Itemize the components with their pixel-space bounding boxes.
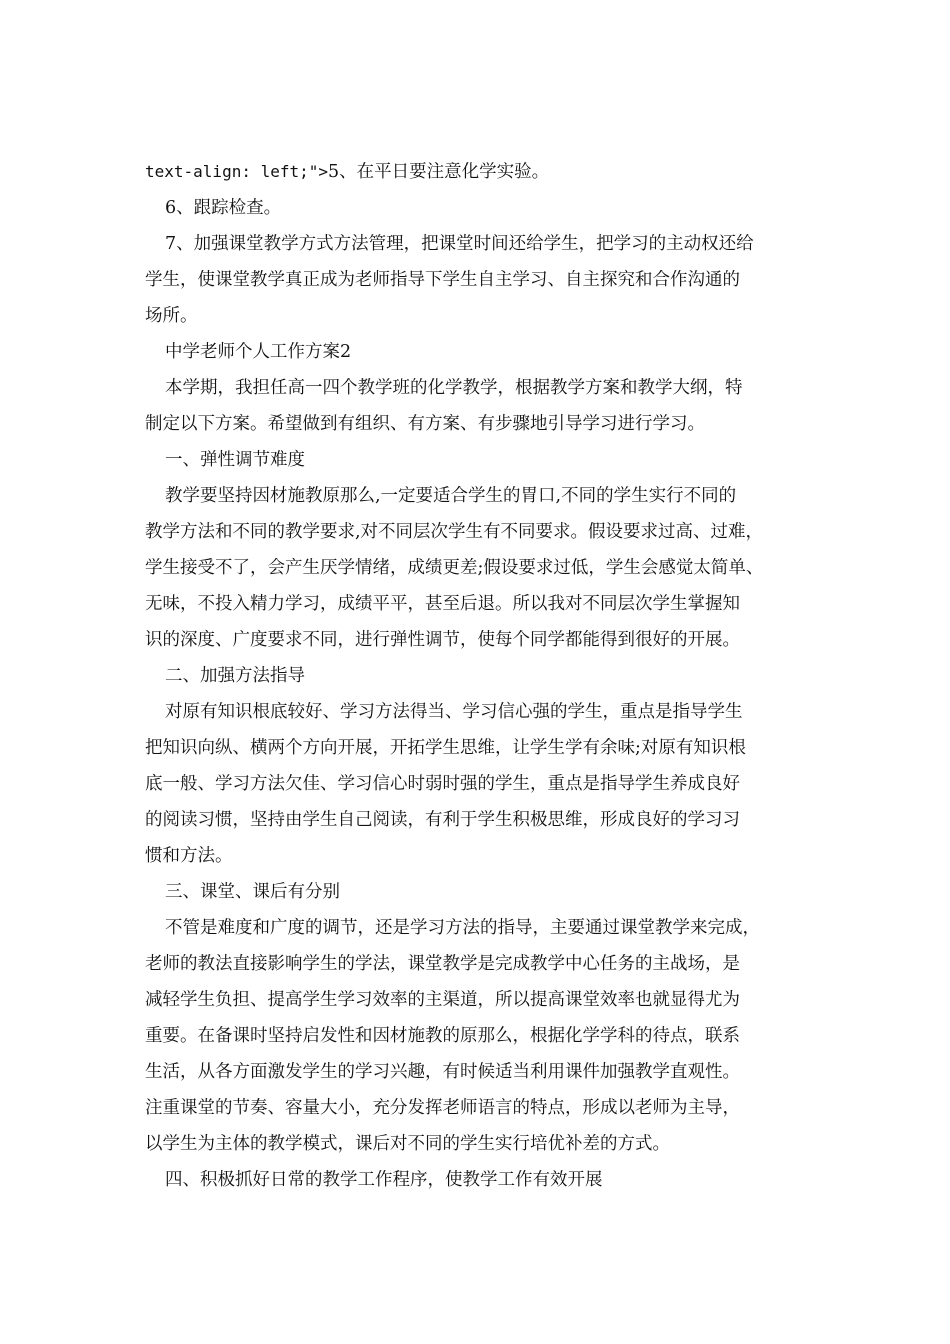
stray-code-text: text-align: left;"> [145,162,329,181]
paragraph-line: 惯和方法。 [145,846,233,866]
section-heading: 二、加强方法指导 [165,666,305,686]
section-heading: 一、弹性调节难度 [165,450,305,470]
paragraph-line: 注重课堂的节奏、容量大小，充分发挥老师语言的特点，形成以老师为主导， [145,1098,740,1118]
section-heading: 四、积极抓好日常的教学工作程序，使教学工作有效开展 [165,1170,603,1190]
paragraph-line: 学生，使课堂教学真正成为老师指导下学生自主学习、自主探究和合作沟通的 [145,270,740,290]
section-title: 中学老师个人工作方案2 [165,342,352,362]
paragraph-line: 场所。 [145,306,198,326]
paragraph-line: 6、跟踪检查。 [165,198,282,218]
paragraph-line: 教学要坚持因材施教原那么,一定要适合学生的胃口,不同的学生实行不同的 [165,486,737,506]
paragraph-line: 学生接受不了，会产生厌学情绪，成绩更差;假设要求过低，学生会感觉太简单、 [145,558,764,578]
paragraph-line: 本学期，我担任高一四个教学班的化学教学，根据教学方案和教学大纲，特 [165,378,743,398]
paragraph-line: 生活，从各方面激发学生的学习兴趣，有时候适当利用课件加强教学直观性。 [145,1062,740,1082]
paragraph-line [145,154,825,190]
paragraph-line: 对原有知识根底较好、学习方法得当、学习信心强的学生，重点是指导学生 [165,702,743,722]
paragraph-line: 重要。在备课时坚持启发性和因材施教的原那么，根据化学学科的待点，联系 [145,1026,740,1046]
paragraph-line: 教学方法和不同的教学要求,对不同层次学生有不同要求。假设要求过高、过难， [145,522,764,542]
paragraph-line: 底一般、学习方法欠佳、学习信心时弱时强的学生，重点是指导学生养成良好 [145,774,740,794]
paragraph-line: 不管是难度和广度的调节，还是学习方法的指导，主要通过课堂教学来完成， [165,918,760,938]
paragraph-line: 把知识向纵、横两个方向开展，开拓学生思维，让学生学有余味;对原有知识根 [145,738,746,758]
paragraph-line: 制定以下方案。希望做到有组织、有方案、有步骤地引导学习进行学习。 [145,414,705,434]
document-body [145,154,825,1198]
paragraph-line: 的阅读习惯，坚持由学生自己阅读，有利于学生积极思维，形成良好的学习习 [145,810,740,830]
paragraph-line: 以学生为主体的教学模式，课后对不同的学生实行培优补差的方式。 [145,1134,670,1154]
line-text: 5、在平日要注意化学实验。 [328,162,550,182]
paragraph-line: 识的深度、广度要求不同，进行弹性调节，使每个同学都能得到很好的开展。 [145,630,740,650]
paragraph-line: 老师的教法直接影响学生的学法，课堂教学是完成教学中心任务的主战场，是 [145,954,740,974]
paragraph-line: 减轻学生负担、提高学生学习效率的主渠道，所以提高课堂效率也就显得尤为 [145,990,740,1010]
section-heading: 三、课堂、课后有分别 [165,882,340,902]
paragraph-line: 无味，不投入精力学习，成绩平平，甚至后退。所以我对不同层次学生掌握知 [145,594,740,614]
paragraph-line: 7、加强课堂教学方式方法管理，把课堂时间还给学生，把学习的主动权还给 [165,234,754,254]
